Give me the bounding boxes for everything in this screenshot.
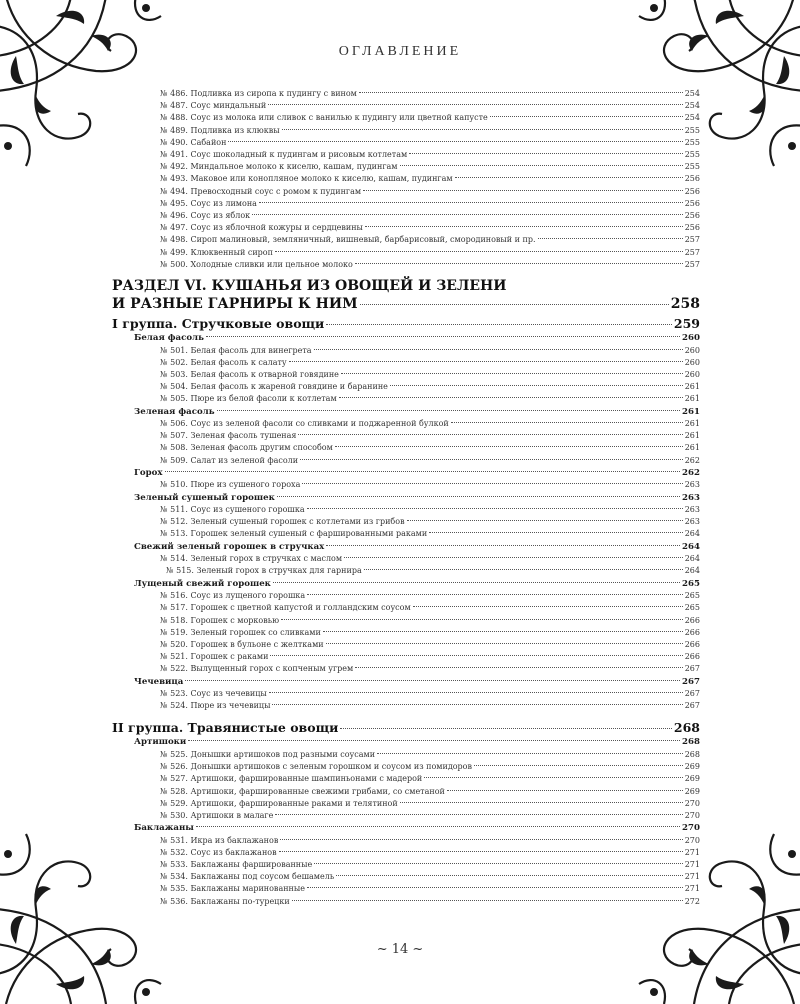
toc-entry	[112, 234, 700, 246]
toc-entry	[112, 455, 700, 467]
dot-leader	[270, 655, 682, 656]
toc-group-title: I группа. Стручковые овощи	[112, 316, 325, 332]
toc-subsection	[112, 736, 700, 749]
toc-entry-page: 270	[684, 798, 700, 808]
toc-entry	[112, 553, 700, 565]
toc-subsection-title: Зеленый сушеный горошек	[134, 492, 275, 503]
toc-entry	[112, 198, 700, 210]
toc-subsection	[112, 822, 700, 835]
toc-entry	[112, 871, 700, 883]
toc-entry-title: № 522. Вылущенный горох с копченым угрем	[160, 664, 354, 674]
dot-leader	[307, 887, 683, 888]
toc-entry-title: № 501. Белая фасоль для винегрета	[160, 345, 312, 355]
dot-leader	[269, 692, 683, 693]
toc-entry	[112, 639, 700, 651]
toc-entry-page: 267	[684, 701, 700, 711]
toc-entry-title: № 517. Горошек с цветной капустой и голландским соусом	[160, 603, 411, 613]
page-number: ~ 14 ~	[376, 942, 424, 957]
toc-entry-title: № 536. Баклажаны по-турецки	[160, 896, 290, 906]
toc-entry-title: № 516. Соус из лущеного горошка	[160, 591, 306, 601]
toc-entry-page: 266	[684, 652, 700, 662]
toc-entry-page: 269	[684, 762, 700, 772]
toc-entry	[112, 125, 700, 137]
dot-leader	[259, 202, 683, 203]
toc-entry-title: № 507. Зеленая фасоль тушеная	[160, 431, 297, 441]
toc-entry	[112, 137, 700, 149]
toc-entry-title: № 528. Артишоки, фаршированные свежими грибами, со сметаной	[160, 786, 445, 796]
toc-entry	[112, 810, 700, 822]
section-heading	[112, 277, 700, 295]
toc-entry	[112, 149, 700, 161]
toc-entry-title: № 525. Донышки артишоков под разными соусами	[160, 749, 376, 759]
dot-leader	[455, 177, 683, 178]
dot-leader	[272, 704, 682, 705]
toc-entry-page: 271	[684, 872, 700, 882]
toc-entry-page: 263	[684, 517, 700, 527]
toc-entry	[112, 761, 700, 773]
toc-group-title: II группа. Травянистые овощи	[112, 720, 339, 736]
dot-leader	[289, 361, 683, 362]
dot-leader	[335, 446, 683, 447]
toc-entry-title: № 529. Артишоки, фаршированные раками и телятиной	[160, 798, 398, 808]
dot-leader	[400, 802, 683, 803]
toc-entry-title: № 513. Горошек зеленый сушеный с фаршированными раками	[160, 529, 428, 539]
toc-entry-title: № 502. Белая фасоль к салату	[160, 357, 287, 367]
page-header-title: ОГЛАВЛЕНИЕ	[338, 44, 462, 59]
toc-subsection-title: Свежий зеленый горошек в стручках	[134, 541, 325, 552]
toc-entry-title: № 506. Соус из зеленой фасоли со сливками и поджаренной булкой	[160, 419, 449, 429]
dot-leader	[364, 569, 683, 570]
toc-group-page: 259	[673, 316, 700, 332]
toc-entry	[112, 896, 700, 908]
toc-entry	[112, 345, 700, 357]
toc-subsection-title: Белая фасоль	[134, 333, 204, 344]
toc-entry	[112, 381, 700, 393]
dot-leader	[413, 606, 683, 607]
toc-entry-title: № 487. Соус миндальный	[160, 101, 267, 111]
toc-subsection-page: 265	[682, 578, 700, 589]
dot-leader	[314, 349, 683, 350]
toc-entry-title: № 534. Баклажаны под соусом бешамель	[160, 872, 335, 882]
toc-subsection	[112, 676, 700, 689]
toc-entry	[112, 528, 700, 540]
toc-entry-page: 264	[684, 566, 700, 576]
toc-entry-page: 265	[684, 591, 700, 601]
toc-entry-title: № 489. Подливка из клюквы	[160, 125, 280, 135]
section-heading-line2	[112, 295, 700, 313]
toc-entry	[112, 565, 700, 577]
toc-entry-page: 266	[684, 627, 700, 637]
dot-leader	[363, 190, 683, 191]
toc-subsection-title: Горох	[134, 467, 163, 478]
toc-entry-page: 263	[684, 480, 700, 490]
toc-subsection-page: 270	[682, 823, 700, 834]
toc-entry-page: 255	[684, 137, 700, 147]
toc-subsection-page: 263	[682, 492, 700, 503]
toc-entry-page: 270	[684, 810, 700, 820]
toc-entry-page: 261	[684, 431, 700, 441]
toc-entry	[112, 798, 700, 810]
toc-entry-page: 260	[684, 345, 700, 355]
toc-entry-title: № 523. Соус из чечевицы	[160, 689, 267, 699]
dot-leader	[314, 863, 682, 864]
toc-entry-title: № 524. Пюре из чечевицы	[160, 701, 271, 711]
dot-leader	[344, 557, 683, 558]
toc-entry-page: 262	[684, 455, 700, 465]
toc-entry-title: № 494. Превосходный соус с ромом к пудингам	[160, 186, 362, 196]
dot-leader	[474, 765, 683, 766]
toc-entry	[112, 100, 700, 112]
toc-entry	[112, 247, 700, 259]
dot-leader	[273, 582, 680, 583]
toc-entry-page: 260	[684, 369, 700, 379]
dot-leader	[228, 141, 682, 142]
dot-leader	[188, 740, 680, 741]
toc-entry-page: 255	[684, 162, 700, 172]
dot-leader	[355, 667, 683, 668]
toc-entry-title: № 490. Сабайон	[160, 137, 227, 147]
toc-entry	[112, 651, 700, 663]
toc-entry	[112, 602, 700, 614]
dot-leader	[447, 790, 683, 791]
toc-entry	[112, 210, 700, 222]
toc-subsection-title: Зеленая фасоль	[134, 406, 215, 417]
toc-entry-title: № 511. Соус из сушеного горошка	[160, 505, 305, 515]
dot-leader	[217, 410, 680, 411]
dot-leader	[298, 434, 682, 435]
toc-entry	[112, 173, 700, 185]
toc-entry	[112, 393, 700, 405]
toc-entry	[112, 369, 700, 381]
toc-entry-title: № 527. Артишоки, фаршированные шампиньонами с мадерой	[160, 774, 423, 784]
toc-entry-title: № 533. Баклажаны фаршированные	[160, 860, 313, 870]
dot-leader	[275, 251, 683, 252]
toc-entry-title: № 504. Белая фасоль к жареной говядине и баранине	[160, 382, 388, 392]
dot-leader	[326, 324, 672, 325]
toc-entry-title: № 495. Соус из лимона	[160, 198, 257, 208]
dot-leader	[307, 508, 683, 509]
dot-leader	[424, 777, 682, 778]
dot-leader	[185, 680, 680, 681]
toc-entry-title: № 496. Соус из яблок	[160, 211, 251, 221]
dot-leader	[490, 116, 683, 117]
toc-entry-page: 266	[684, 639, 700, 649]
dot-leader	[282, 129, 683, 130]
toc-entry	[112, 615, 700, 627]
toc-entry-page: 256	[684, 198, 700, 208]
toc-entry	[112, 516, 700, 528]
toc-group	[112, 316, 700, 332]
toc-subsection-page: 261	[682, 406, 700, 417]
dot-leader	[451, 422, 683, 423]
toc-entry-page: 261	[684, 419, 700, 429]
dot-leader	[355, 263, 683, 264]
toc-entry-title: № 535. Баклажаны маринованные	[160, 884, 305, 894]
toc-entry	[112, 430, 700, 442]
toc-subsection	[112, 406, 700, 419]
toc-subsection	[112, 541, 700, 554]
toc-entry-title: № 519. Зеленый горошек со сливками	[160, 627, 321, 637]
toc-group-page: 268	[673, 720, 700, 736]
table-of-contents	[112, 88, 700, 908]
dot-leader	[341, 373, 683, 374]
toc-entry-title: № 498. Сироп малиновый, земляничный, вишневый, барбарисовый, смородиновый и пр.	[160, 235, 536, 245]
toc-entry-page: 256	[684, 174, 700, 184]
dot-leader	[407, 520, 683, 521]
dot-leader	[300, 459, 683, 460]
toc-entry-page: 257	[684, 235, 700, 245]
toc-entry-title: № 500. Холодные сливки или цельное молоко	[160, 259, 353, 269]
dot-leader	[165, 471, 681, 472]
toc-entry	[112, 688, 700, 700]
toc-entry	[112, 442, 700, 454]
dot-leader	[429, 532, 683, 533]
dot-leader	[277, 496, 680, 497]
toc-entry-title: № 505. Пюре из белой фасоли к котлетам	[160, 394, 337, 404]
toc-entry	[112, 847, 700, 859]
toc-entry-page: 260	[684, 357, 700, 367]
toc-entry-title: № 532. Соус из баклажанов	[160, 847, 277, 857]
dot-leader	[281, 619, 683, 620]
toc-entry-page: 257	[684, 259, 700, 269]
toc-subsection-page: 267	[682, 676, 700, 687]
toc-entry	[112, 504, 700, 516]
toc-entry-title: № 493. Маковое или конопляное молоко к киселю, кашам, пудингам	[160, 174, 453, 184]
toc-entry-page: 261	[684, 443, 700, 453]
toc-entry-page: 264	[684, 554, 700, 564]
toc-entry-title: № 499. Клюквенный сироп	[160, 247, 273, 257]
toc-entry-title: № 530. Артишоки в малаге	[160, 810, 274, 820]
toc-entry-page: 254	[684, 113, 700, 123]
toc-entry-page: 261	[684, 382, 700, 392]
toc-entry-page: 268	[684, 749, 700, 759]
toc-subsection-page: 262	[682, 467, 700, 478]
dot-leader	[275, 814, 682, 815]
toc-entry-page: 266	[684, 615, 700, 625]
toc-entry	[112, 479, 700, 491]
dot-leader	[400, 165, 683, 166]
dot-leader	[365, 226, 683, 227]
toc-entry-page: 263	[684, 505, 700, 515]
toc-entry-page: 270	[684, 835, 700, 845]
toc-entry	[112, 835, 700, 847]
dot-leader	[340, 728, 672, 729]
dot-leader	[326, 643, 683, 644]
toc-entry	[112, 186, 700, 198]
toc-entry-title: № 514. Зеленый горох в стручках с маслом	[160, 554, 343, 564]
dot-leader	[206, 336, 680, 337]
dot-leader	[538, 238, 683, 239]
toc-entry-page: 254	[684, 101, 700, 111]
toc-entry-title: № 512. Зеленый сушеный горошек с котлетами из грибов	[160, 517, 405, 527]
dot-leader	[302, 483, 682, 484]
toc-entry-title: № 492. Миндальное молоко к киселю, кашам, пудингам	[160, 162, 398, 172]
toc-entry	[112, 418, 700, 430]
toc-entry-page: 257	[684, 247, 700, 257]
dot-leader	[292, 900, 683, 901]
dot-leader	[279, 851, 683, 852]
toc-subsection	[112, 332, 700, 345]
toc-subsection-title: Баклажаны	[134, 823, 194, 834]
toc-subsection	[112, 492, 700, 505]
toc-entry	[112, 773, 700, 785]
dot-leader	[307, 594, 683, 595]
toc-entry	[112, 786, 700, 798]
toc-subsection	[112, 467, 700, 480]
toc-entry-title: № 510. Пюре из сушеного гороха	[160, 480, 301, 490]
toc-subsection	[112, 578, 700, 591]
section-heading-line2-page: 258	[670, 296, 700, 313]
toc-entry-title: № 518. Горошек с морковью	[160, 615, 280, 625]
toc-entry-title: № 486. Подливка из сиропа к пудингу с вином	[160, 89, 357, 98]
toc-entry-page: 269	[684, 774, 700, 784]
toc-entry-page: 256	[684, 223, 700, 233]
dot-leader	[359, 92, 683, 93]
toc-entry-title: № 531. Икра из баклажанов	[160, 835, 279, 845]
toc-entry-page: 265	[684, 603, 700, 613]
toc-subsection-page: 260	[682, 333, 700, 344]
toc-entry-page: 269	[684, 786, 700, 796]
toc-entry	[112, 883, 700, 895]
toc-entry-page: 254	[684, 89, 700, 98]
dot-leader	[268, 104, 683, 105]
toc-entry-title: № 521. Горошек с раками	[160, 652, 269, 662]
toc-entry	[112, 859, 700, 871]
toc-entry-page: 255	[684, 125, 700, 135]
toc-entry-page: 264	[684, 529, 700, 539]
toc-entry-title: № 520. Горошек в бульоне с желтками	[160, 639, 324, 649]
toc-entry	[112, 222, 700, 234]
dot-leader	[409, 153, 683, 154]
toc-subsection-page: 268	[682, 737, 700, 748]
toc-entry-title: № 497. Соус из яблочной кожуры и сердцевины	[160, 223, 363, 233]
toc-entry-page: 267	[684, 664, 700, 674]
toc-subsection-page: 264	[682, 541, 700, 552]
toc-entry	[112, 161, 700, 173]
dot-leader	[339, 397, 683, 398]
toc-entry-title: № 491. Соус шоколадный к пудингам и рисовым котлетам	[160, 150, 408, 160]
toc-entry	[112, 590, 700, 602]
section-heading-line1: РАЗДЕЛ VI. КУШАНЬЯ ИЗ ОВОЩЕЙ И ЗЕЛЕНИ	[112, 278, 507, 295]
toc-entry-page: 271	[684, 860, 700, 870]
toc-entry-page: 271	[684, 884, 700, 894]
section-heading-line2-title: И РАЗНЫЕ ГАРНИРЫ К НИМ	[112, 296, 358, 313]
dot-leader	[377, 753, 683, 754]
toc-entry-page: 256	[684, 211, 700, 221]
toc-entry	[112, 357, 700, 369]
dot-leader	[196, 826, 680, 827]
toc-entry-title: № 509. Салат из зеленой фасоли	[160, 455, 299, 465]
toc-entry-title: № 508. Зеленая фасоль другим способом	[160, 443, 333, 453]
toc-entry	[112, 112, 700, 124]
dot-leader	[326, 545, 680, 546]
dot-leader	[336, 875, 683, 876]
toc-entry-page: 272	[684, 896, 700, 906]
toc-entry-title: № 488. Соус из молока или сливок с ванилью к пудингу или цветной капусте	[160, 113, 488, 123]
toc-entry-page: 261	[684, 394, 700, 404]
toc-entry-title: № 526. Донышки артишоков с зеленым горошком и соусом из помидоров	[160, 762, 472, 772]
toc-entry-title: № 503. Белая фасоль к отварной говядине	[160, 369, 339, 379]
dot-leader	[390, 385, 683, 386]
toc-entry	[112, 663, 700, 675]
toc-entry-page: 255	[684, 150, 700, 160]
toc-entry	[112, 700, 700, 712]
toc-entry-page: 271	[684, 847, 700, 857]
toc-subsection-title: Артишоки	[134, 737, 187, 748]
toc-entry	[112, 259, 700, 271]
dot-leader	[360, 304, 669, 305]
toc-entry-page: 267	[684, 689, 700, 699]
toc-subsection-title: Лущеный свежий горошек	[134, 578, 271, 589]
toc-entry	[112, 749, 700, 761]
toc-entry	[112, 627, 700, 639]
toc-entry-title: № 515. Зеленый горох в стручках для гарнира	[166, 566, 362, 576]
dot-leader	[323, 631, 683, 632]
toc-group	[112, 720, 700, 736]
toc-entry-page: 256	[684, 186, 700, 196]
toc-subsection-title: Чечевица	[134, 676, 184, 687]
toc-entry	[112, 88, 700, 100]
dot-leader	[252, 214, 683, 215]
dot-leader	[280, 839, 682, 840]
